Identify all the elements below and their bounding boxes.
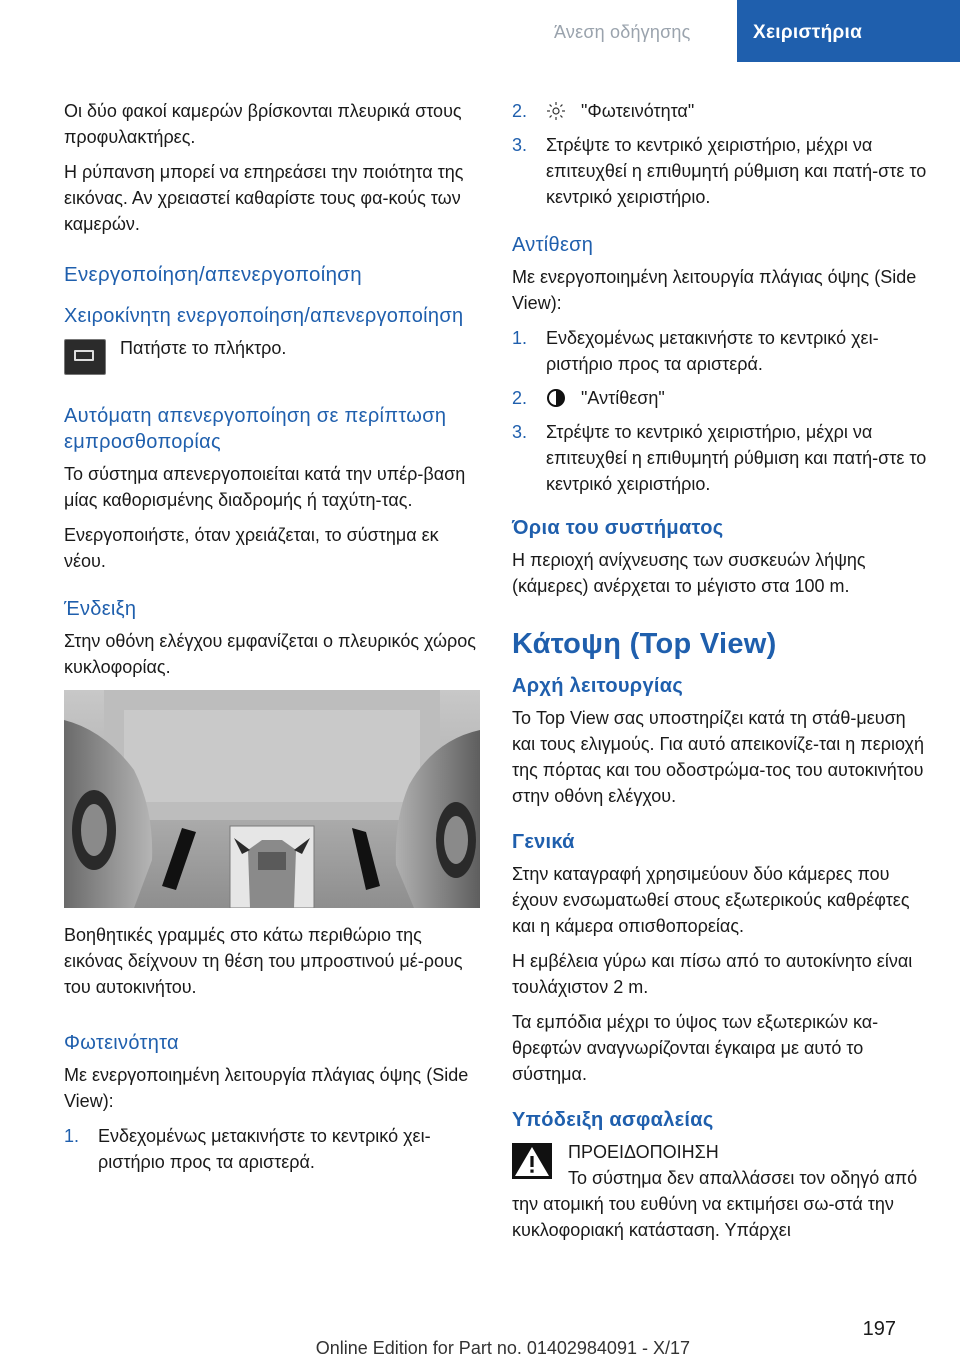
heading-brightness: Φωτεινότητα: [64, 1032, 179, 1054]
step-number: 1.: [512, 328, 528, 348]
step-number: 2.: [512, 388, 528, 408]
list-item: [64, 1123, 484, 1175]
step-number: 2.: [512, 101, 528, 121]
side-view-camera-image: [64, 690, 480, 908]
step-text: Στρέψτε το κεντρικό χειριστήριο, μέχρι να επιτευχθεί η επιθυμητή ρύθμιση και πατή‐στε το κεντρικό χειριστήριο.: [546, 135, 927, 207]
header-chapter-label: Χειριστήρια: [753, 22, 863, 43]
page-number: 197: [862, 1318, 896, 1340]
list-item: [512, 325, 932, 377]
step-text: Στρέψτε το κεντρικό χειριστήριο, μέχρι να επιτευχθεί η επιθυμητή ρύθμιση και πατή‐στε το κεντρικό χειριστήριο.: [546, 422, 927, 494]
list-item: [512, 132, 932, 210]
heading-auto-deactivation: Αυτόματη απενεργοποίηση σε περίπτωση εμπροσθοπορίας: [64, 405, 447, 453]
paragraph: Τα εμπόδια μέχρι το ύψος των εξωτερικών κα‐θρεφτών αναγνωρίζονται έγκαιρα με αυτό το σύστημα.: [512, 1012, 879, 1084]
display-button-icon: [64, 339, 106, 375]
paragraph: Η εμβέλεια γύρω και πίσω από το αυτοκίνητο είναι τουλάχιστον 2 m.: [512, 951, 913, 997]
paragraph: Ενεργοποιήστε, όταν χρειάζεται, το σύστημα εκ νέου.: [64, 525, 439, 571]
paragraph: Η ρύπανση μπορεί να επηρεάσει την ποιότητα της εικόνας. Αν χρειαστεί καθαρίστε τους φα‐κούς των καμερών.: [64, 162, 464, 234]
list-item: [512, 98, 932, 124]
heading-safety: Υπόδειξη ασφαλείας: [512, 1109, 714, 1131]
warning-triangle-icon: [512, 1143, 552, 1179]
paragraph: Στην οθόνη ελέγχου εμφανίζεται ο πλευρικός χώρος κυκλοφορίας.: [64, 631, 476, 677]
step-text: Ενδεχομένως μετακινήστε το κεντρικό χει‐ριστήριο προς τα αριστερά.: [98, 1126, 431, 1172]
step-number: 3.: [512, 135, 528, 155]
paragraph: Οι δύο φακοί καμερών βρίσκονται πλευρικά στους προφυλακτήρες.: [64, 101, 462, 147]
paragraph: Το Top View σας υποστηρίζει κατά τη στάθ‐μευση και τους ελιγμούς. Για αυτό απεικονίζε‐ται η περιοχή της πόρτας και του οδοστρώμα‐τος του αυτοκινήτου στην οθόνη ελέγχου.: [512, 708, 924, 806]
heading-top-view: Κάτοψη (Top View): [512, 628, 777, 660]
warning-text: Το σύστημα δεν απαλλάσσει τον οδηγό από την ατομική του ευθύνη να εκτιμήσει σω‐στά την κυκλοφοριακή κατάσταση. Υπάρχει: [512, 1168, 918, 1240]
press-button-text: Πατήστε το πλήκτρο.: [120, 338, 287, 358]
header-section-label: Άνεση οδήγησης: [554, 22, 691, 42]
list-item: [512, 419, 932, 497]
heading-activation: Ενεργοποίηση/απενεργοποίηση: [64, 263, 362, 286]
edition-info: Online Edition for Part no. 01402984091 - X/17: [315, 1338, 690, 1358]
heading-principle: Αρχή λειτουργίας: [512, 675, 684, 697]
step-number: 3.: [512, 422, 528, 442]
heading-display: Ένδειξη: [64, 598, 137, 620]
contrast-icon: [546, 388, 566, 408]
paragraph: Με ενεργοποιημένη λειτουργία πλάγιας όψης (Side View):: [512, 267, 917, 313]
step-text: Ενδεχομένως μετακινήστε το κεντρικό χει‐ριστήριο προς τα αριστερά.: [546, 328, 879, 374]
step-number: 1.: [64, 1126, 80, 1146]
warning-block: [512, 1139, 932, 1243]
button-instruction: [64, 335, 484, 385]
sun-icon: [546, 101, 566, 121]
left-column: [64, 98, 484, 1183]
heading-general: Γενικά: [512, 831, 575, 853]
heading-system-limits: Όρια του συστήματος: [512, 517, 724, 539]
paragraph: Το σύστημα απενεργοποιείται κατά την υπέρ‐βαση μίας καθορισμένης διαδρομής ή ταχύτη‐τας.: [64, 464, 466, 510]
warning-title: ΠΡΟΕΙΔΟΠΟΙΗΣΗ: [568, 1142, 719, 1162]
paragraph: Η περιοχή ανίχνευσης των συσκευών λήψης (κάμερες) ανέρχεται το μέγιστο στα 100 m.: [512, 550, 866, 596]
step-text: "Αντίθεση": [581, 388, 665, 408]
heading-contrast: Αντίθεση: [512, 234, 594, 256]
right-column: [512, 98, 932, 1243]
paragraph: Στην καταγραφή χρησιμεύουν δύο κάμερες που έχουν ενσωματωθεί στους εξωτερικούς καθρέφτες και η κάμερα οπισθοπορείας.: [512, 864, 910, 936]
header-chapter-tab: [737, 0, 960, 62]
page-header: [0, 0, 960, 64]
list-item: [512, 385, 932, 411]
paragraph: Με ενεργοποιημένη λειτουργία πλάγιας όψης (Side View):: [64, 1065, 469, 1111]
image-caption: Βοηθητικές γραμμές στο κάτω περιθώριο της εικόνας δείχνουν τη θέση του μπροστινού μέ‐ρους του αυτοκινήτου.: [64, 925, 463, 997]
step-text: "Φωτεινότητα": [581, 101, 695, 121]
heading-manual-activation: Χειροκίνητη ενεργοποίηση/απενεργοποίηση: [64, 305, 464, 327]
